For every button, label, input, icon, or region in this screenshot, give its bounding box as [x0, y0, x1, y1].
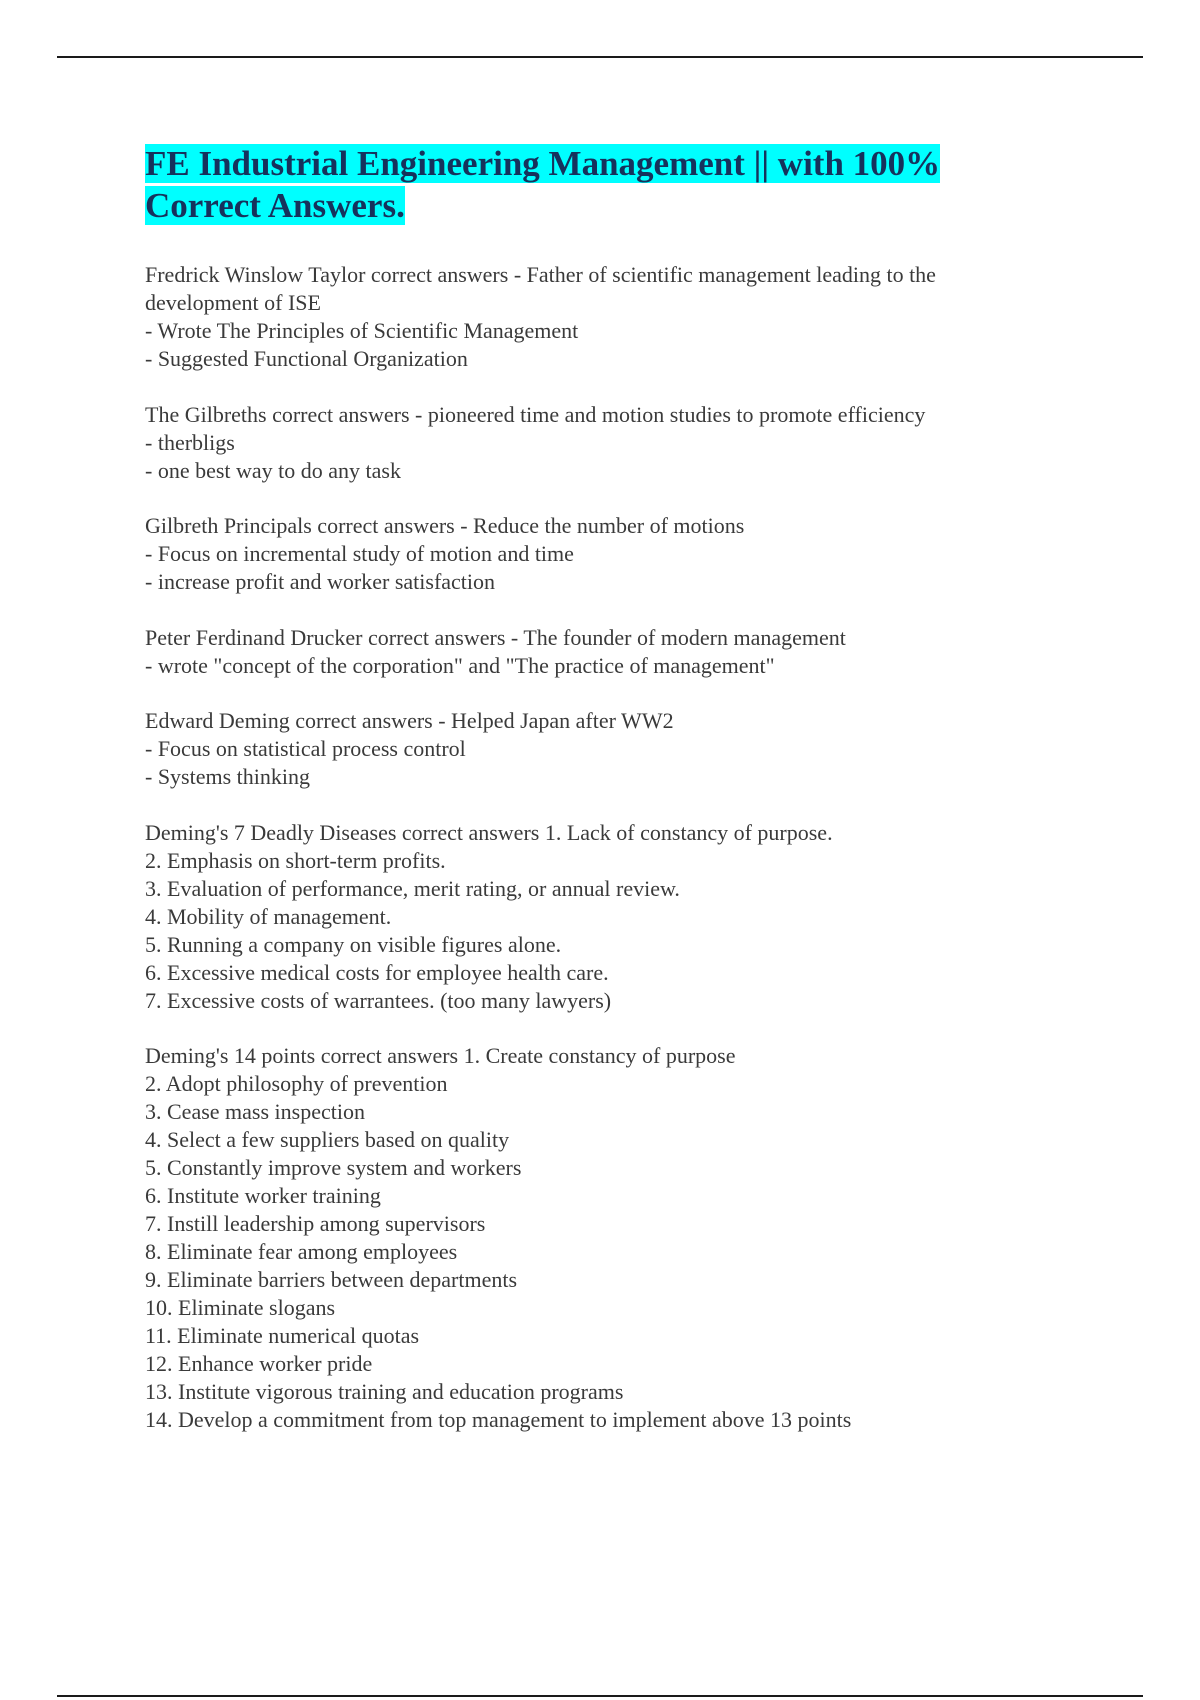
entry-line: 10. Eliminate slogans: [145, 1295, 336, 1320]
document-body: [145, 143, 1045, 1462]
entry-line: 3. Cease mass inspection: [145, 1099, 365, 1124]
entry-line: - Systems thinking: [145, 764, 311, 789]
entry-line: Gilbreth Principals correct answers - Reduce the number of motions: [145, 513, 745, 538]
bottom-rule: [57, 1695, 1143, 1697]
qa-entry-taylor: [145, 261, 1045, 373]
entry-line: - wrote "concept of the corporation" and "The practice of management": [145, 652, 775, 678]
entry-line: Peter Ferdinand Drucker correct answers - The founder of modern management: [145, 624, 846, 650]
entry-line: - Suggested Functional Organization: [145, 346, 468, 371]
entry-line: 9. Eliminate barriers between departments: [145, 1267, 518, 1292]
entry-line: 8. Eliminate fear among employees: [145, 1239, 458, 1264]
entry-line: Fredrick Winslow Taylor correct answers - Father of scientific management leading to the development of ISE: [145, 262, 942, 315]
document-title: [145, 143, 1045, 227]
entry-line: 2. Emphasis on short-term profits.: [145, 847, 446, 873]
entry-line: 4. Mobility of management.: [145, 903, 392, 929]
entry-line: 11. Eliminate numerical quotas: [145, 1323, 420, 1348]
qa-entry-deadly-diseases: [145, 819, 1045, 1015]
entry-line: 14. Develop a commitment from top management to implement above 13 points: [145, 1407, 852, 1432]
entry-line: 6. Excessive medical costs for employee health care.: [145, 959, 609, 985]
entry-line: Deming's 7 Deadly Diseases correct answers 1. Lack of constancy of purpose.: [145, 819, 833, 845]
entry-line: 4. Select a few suppliers based on quality: [145, 1127, 510, 1152]
entry-line: 6. Institute worker training: [145, 1183, 381, 1208]
qa-entry-deming: [145, 707, 1045, 791]
top-rule: [57, 56, 1143, 58]
entry-line: 3. Evaluation of performance, merit rating, or annual review.: [145, 875, 680, 901]
entry-line: 2. Adopt philosophy of prevention: [145, 1071, 448, 1096]
entry-line: - increase profit and worker satisfaction: [145, 569, 496, 594]
entry-line: Edward Deming correct answers - Helped Japan after WW2: [145, 708, 674, 733]
entry-line: Deming's 14 points correct answers 1. Create constancy of purpose: [145, 1043, 736, 1068]
document-title-text: FE Industrial Engineering Management || with 100% Correct Answers.: [145, 144, 941, 225]
entry-line: 5. Running a company on visible figures alone.: [145, 931, 562, 957]
qa-entry-drucker: [145, 624, 1045, 680]
entry-line: 13. Institute vigorous training and education programs: [145, 1379, 624, 1404]
entry-line: 7. Instill leadership among supervisors: [145, 1211, 486, 1236]
entry-line: - one best way to do any task: [145, 457, 401, 483]
entry-line: 12. Enhance worker pride: [145, 1351, 373, 1376]
entry-line: - therbligs: [145, 429, 235, 455]
entry-line: - Focus on incremental study of motion and time: [145, 541, 574, 566]
qa-entry-gilbreths: [145, 401, 1045, 485]
entry-line: - Focus on statistical process control: [145, 736, 466, 761]
entry-line: The Gilbreths correct answers - pioneered time and motion studies to promote efficiency: [145, 401, 926, 427]
entry-line: - Wrote The Principles of Scientific Management: [145, 318, 579, 343]
qa-entry-14-points: [145, 1042, 1045, 1434]
entry-line: 7. Excessive costs of warrantees. (too many lawyers): [145, 987, 612, 1013]
qa-entry-gilbreth-principals: [145, 512, 1045, 596]
entry-line: 5. Constantly improve system and workers: [145, 1155, 522, 1180]
